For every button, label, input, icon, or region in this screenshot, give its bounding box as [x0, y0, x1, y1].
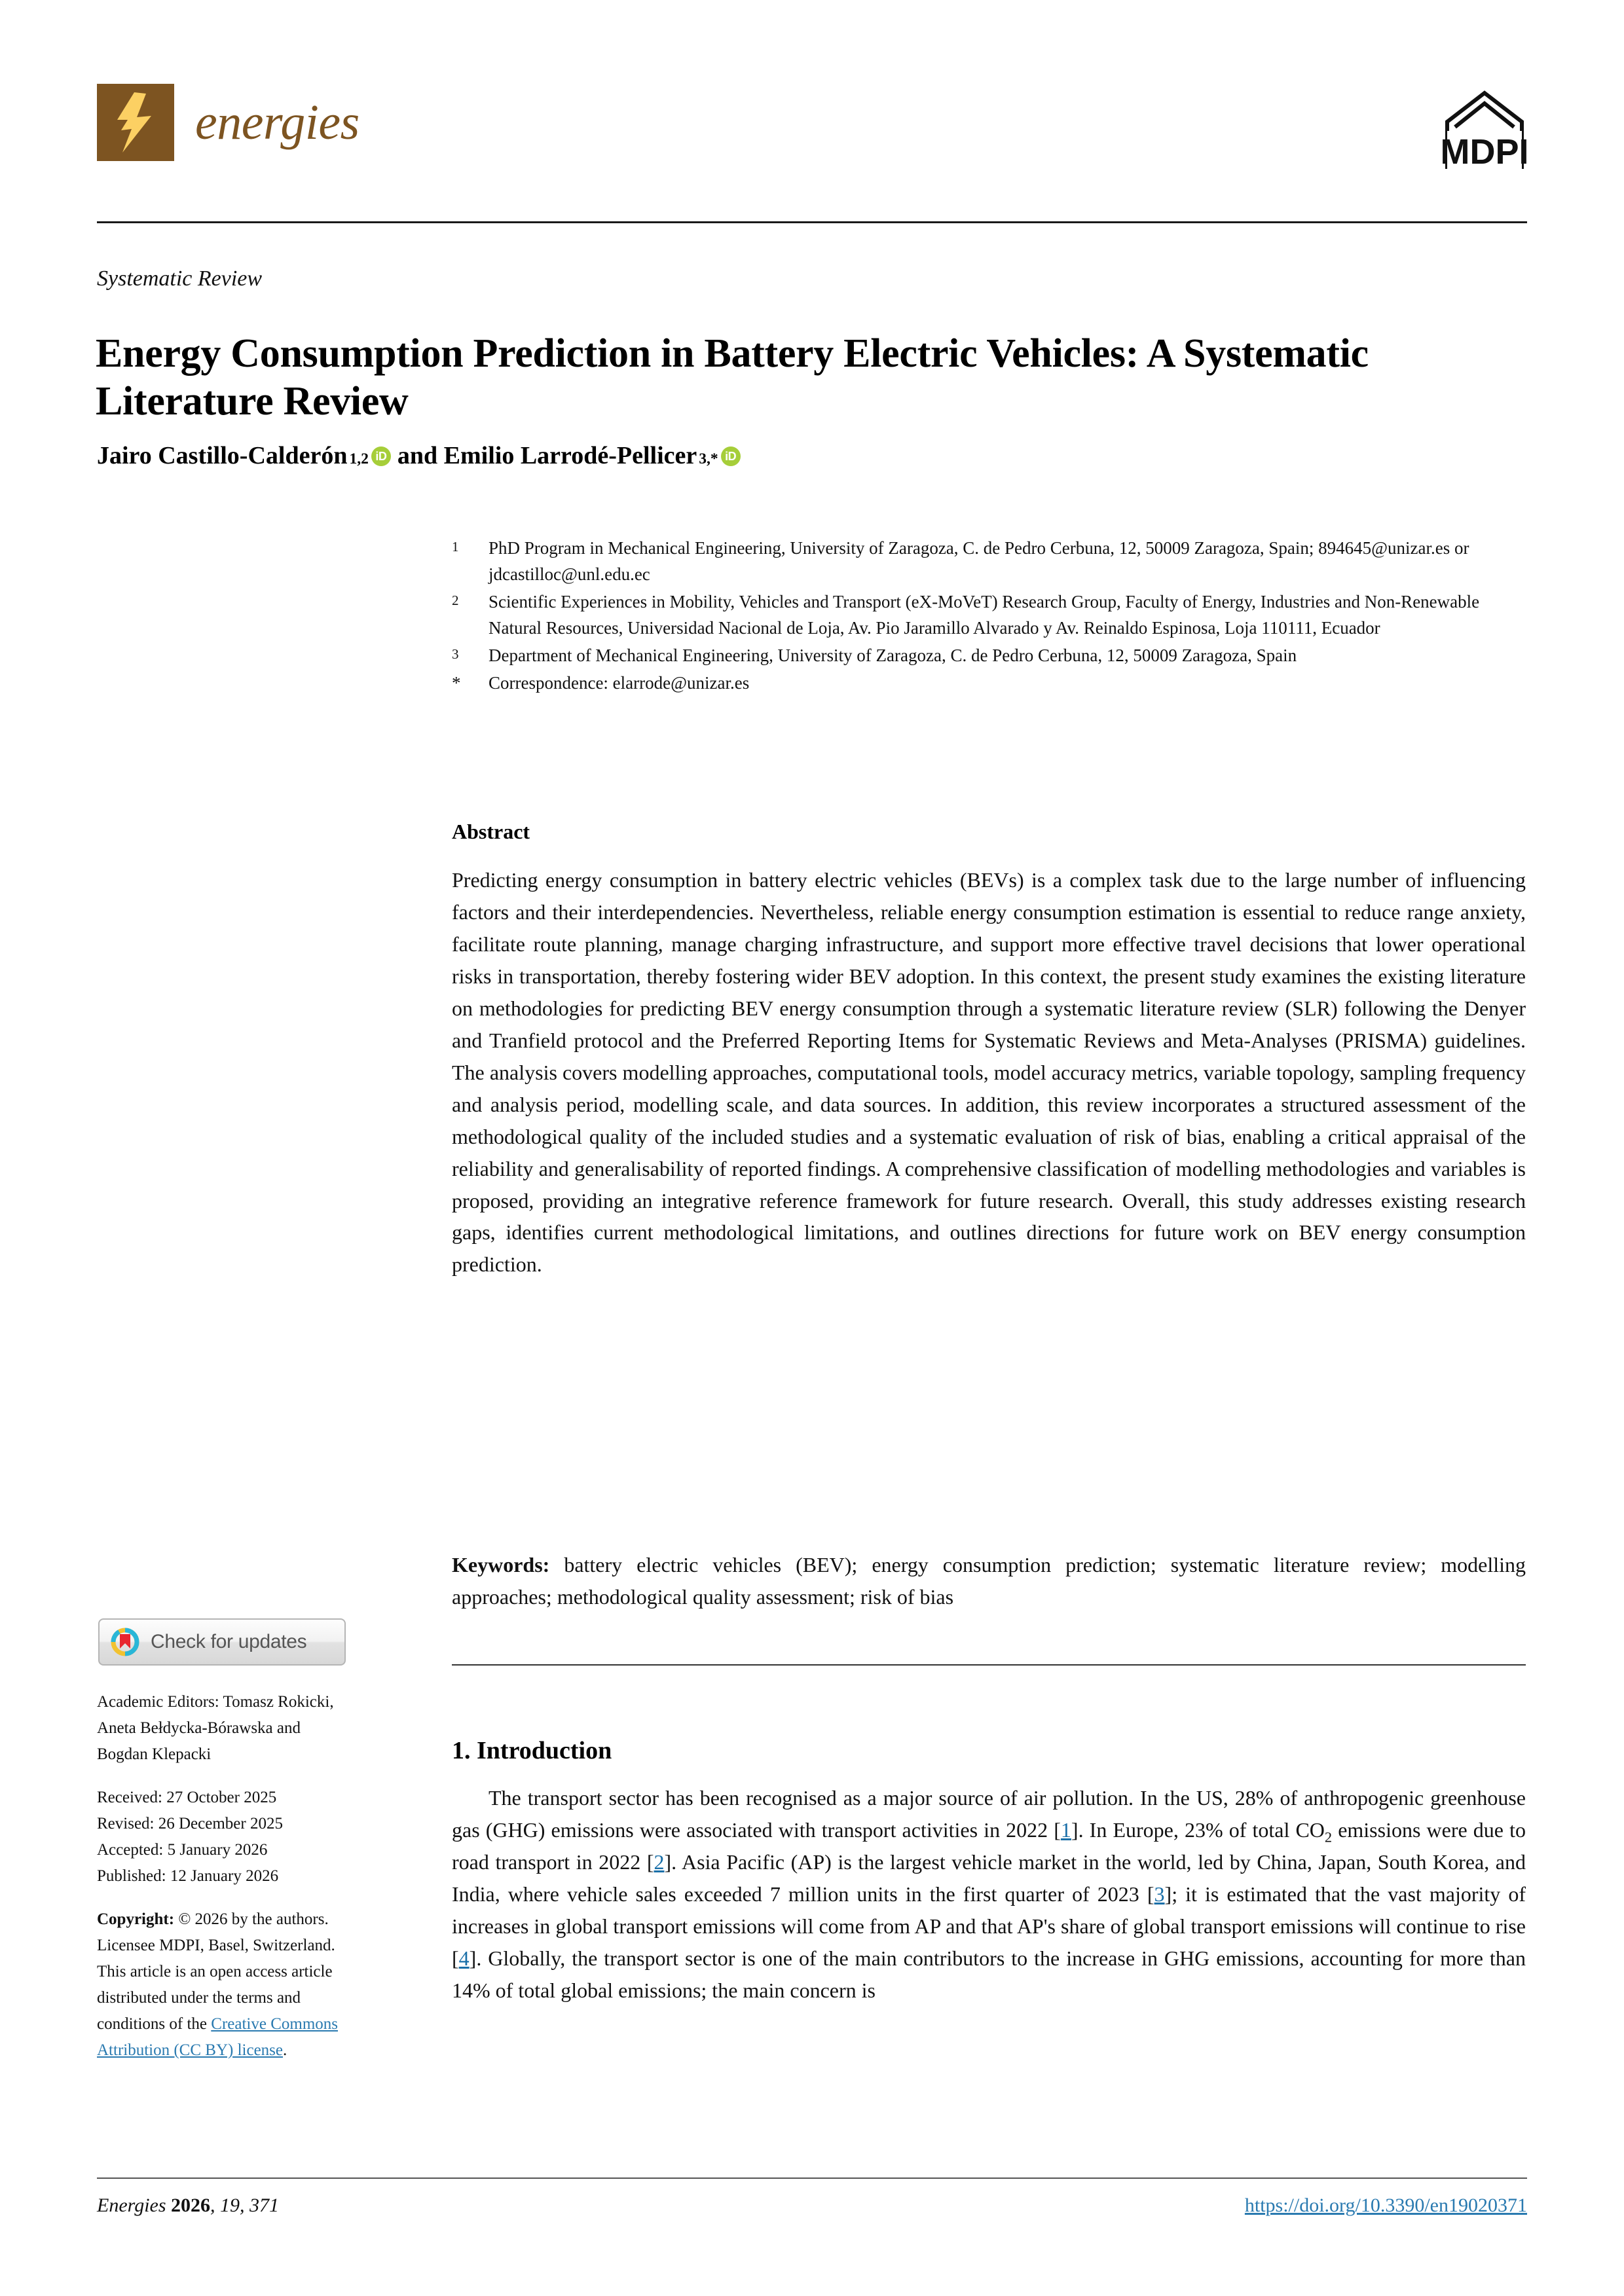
copyright-period: . [283, 2041, 287, 2059]
section-heading-introduction: 1. Introduction [452, 1737, 612, 1764]
affiliation-list [452, 536, 1526, 698]
copyright-notice [97, 1906, 352, 2064]
crossmark-icon [110, 1627, 140, 1657]
date-accepted: Accepted: 5 January 2026 [97, 1841, 268, 1859]
footer-journal-name: Energies [97, 2195, 166, 2216]
mdpi-logo[interactable] [1442, 88, 1527, 172]
doi-link[interactable]: https://doi.org/10.3390/en19020371 [1244, 2195, 1527, 2216]
subscript: 2 [1324, 1829, 1333, 1846]
introduction-paragraph [452, 1782, 1526, 2007]
crossmark-badge[interactable] [98, 1618, 346, 1666]
section-divider [452, 1664, 1526, 1666]
paragraph-indent [452, 1786, 489, 1810]
abstract-heading: Abstract [452, 820, 530, 843]
affiliation-text: Department of Mechanical Engineering, University of Zaragoza, C. de Pedro Cerbuna, 12, 50009 Zaragoza, Spain [489, 645, 1297, 665]
correspondence-text: Correspondence: elarrode@unizar.es [489, 672, 750, 693]
footer-citation [97, 2195, 279, 2217]
author-name-2[interactable]: and Emilio Larrodé-Pellicer [397, 442, 697, 469]
affiliation-marker: 2 [452, 592, 459, 608]
journal-logo[interactable] [97, 84, 360, 161]
affiliation-item [452, 643, 1526, 669]
citation-reference[interactable]: 4 [458, 1946, 470, 1970]
orcid-icon[interactable]: iD [371, 446, 391, 466]
orcid-icon[interactable]: iD [721, 446, 741, 466]
academic-editors: Academic Editors: Tomasz Rokicki, Aneta Bełdycka-Bórawska and Bogdan Klepacki [97, 1693, 334, 1763]
affiliation-marker: 1 [452, 539, 459, 555]
footer-divider [97, 2178, 1527, 2179]
copyright-label: Copyright: [97, 1910, 175, 1928]
page-title: Energy Consumption Prediction in Battery Electric Vehicles: A Systematic Literature Review [96, 331, 1369, 424]
affiliation-item [452, 589, 1526, 642]
keywords-label: Keywords: [452, 1553, 550, 1576]
crossmark-label: Check for updates [151, 1631, 307, 1652]
energies-logo-mark [97, 84, 174, 161]
header-divider [97, 221, 1527, 223]
copyright-text: © 2026 by the authors. Licensee MDPI, Basel, Switzerland. This article is an open access article distributed under the terms and conditions of the [97, 1910, 335, 2033]
article-type: Systematic Review [97, 266, 263, 291]
publication-dates [97, 1785, 352, 1889]
mdpi-wordmark: MDPI [1442, 132, 1527, 172]
keywords-text: battery electric vehicles (BEV); energy consumption prediction; systematic literature review; modelling approaches; methodological quality assessment; risk of bias [452, 1553, 1526, 1609]
introduction-rich-text: The transport sector has been recognised as a major source of air pollution. In the US, 28% of anthropogenic greenhouse gas (GHG) emissions were associated with transport activities in 2022 [1]. In Europe, 23% of total $CO_2$ emissions were due to road transport in 2022 [2]. Asia Pacific (AP) is the largest vehicle market in the world, led by China, Japan, South Korea, and India, where vehicle sales exceeded 7 million units in the first quarter of 2023 [3]; it is estimated that the vast majority of increases in global transport emissions will come from AP and that AP's share of global transport emissions will continue to rise [4]. Globally, the transport sector is one of the main contributors to the increase in GHG emissions, accounting for more than 14% of total global emissions; the main concern is [452, 1786, 1526, 2002]
affiliation-text: PhD Program in Mechanical Engineering, University of Zaragoza, C. de Pedro Cerbuna, 12, 50009 Zaragoza, Spain; 894645@unizar.es or jdcastilloc@unl.edu.ec [489, 538, 1469, 584]
keywords-block [452, 1549, 1526, 1613]
affiliation-marker: 3 [452, 646, 459, 662]
correspondence-marker: * [452, 672, 461, 693]
citation-reference[interactable]: 1 [1060, 1817, 1071, 1842]
journal-name: energies [195, 95, 360, 150]
author-name-1[interactable]: Jairo Castillo-Calderón [97, 442, 348, 469]
affiliation-text: Scientific Experiences in Mobility, Vehicles and Transport (eX-MoVeT) Research Group, Faculty of Energy, Industries and Non-Renewable Natural Resources, Universidad Nacional de Loja, Av. Pio Jaramillo Alvarado y Av. Reinaldo Espinosa, Loja 110111, Ecuador [489, 591, 1480, 638]
lightning-bolt-icon [112, 91, 159, 154]
date-published: Published: 12 January 2026 [97, 1867, 279, 1885]
correspondence-item [452, 670, 1526, 697]
date-revised: Revised: 26 December 2025 [97, 1815, 283, 1832]
citation-reference[interactable]: 3 [1154, 1882, 1165, 1906]
footer-year: 2026 [171, 2195, 211, 2216]
masthead [97, 84, 1527, 182]
author-list: Jairo Castillo-Calderón 1,2 iD and Emilio Larrodé-Pellicer 3,* iD [97, 440, 747, 472]
footer-volume-page: , 19, 371 [210, 2195, 280, 2216]
affiliation-item [452, 536, 1526, 588]
abstract-text: Predicting energy consumption in battery electric vehicles (BEVs) is a complex task due to the large number of influencing factors and their interdependencies. Nevertheless, reliable energy consumption estimation is essential to reduce range anxiety, facilitate route planning, manage charging infrastructure, and support more effective travel decisions that lower operational risks in transportation, thereby fostering wider BEV adoption. In this context, the present study examines the existing literature on methodologies for predicting BEV energy consumption through a systematic literature review (SLR) following the Denyer and Tranfield protocol and the Preferred Reporting Items for Systematic Reviews and Meta-Analyses (PRISMA) guidelines. The analysis covers modelling approaches, computational tools, model accuracy metrics, variable topology, sampling frequency and analysis period, modelling scale, and data sources. In addition, this review incorporates a structured assessment of the methodological quality of the included studies and a systematic evaluation of risk of bias, enabling a critical appraisal of the reliability and generalisability of reported findings. A comprehensive classification of modelling methodologies and variables is proposed, providing an integrative reference framework for future research. Overall, this study addresses existing research gaps, identifies current methodological limitations, and outlines directions for future work on BEV energy consumption prediction. [452, 868, 1526, 1277]
date-received: Received: 27 October 2025 [97, 1789, 277, 1806]
sidebar-metadata [97, 1689, 352, 2064]
citation-reference[interactable]: 2 [654, 1850, 665, 1874]
cc-license-link[interactable]: Creative Commons Attribution (CC BY) license [97, 2015, 339, 2059]
